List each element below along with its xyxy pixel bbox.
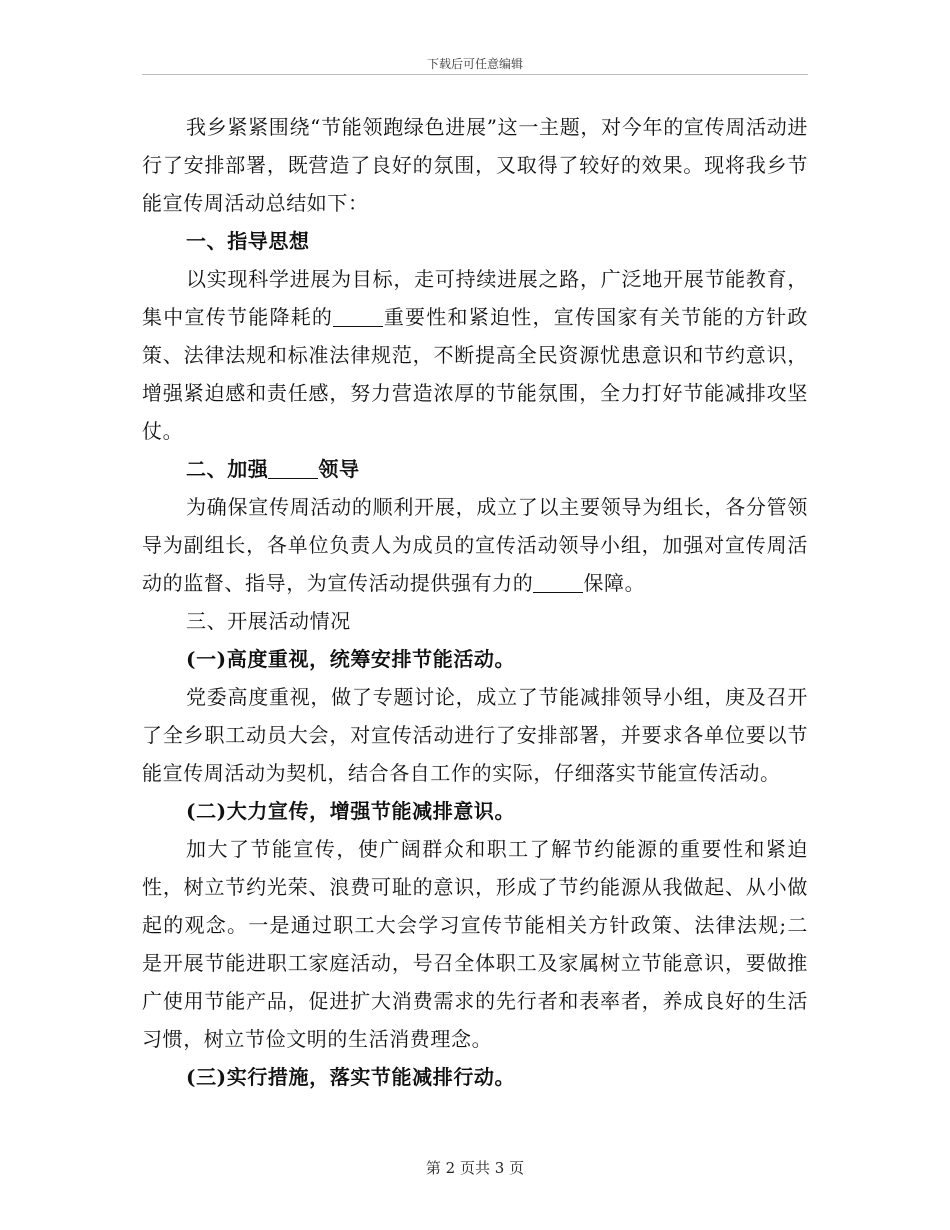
- blank-underline: [333, 306, 383, 327]
- header-divider: [142, 74, 808, 75]
- page-number: 第 2 页共 3 页: [425, 1159, 525, 1177]
- section-heading-2: [142, 450, 808, 488]
- text-segment: 重要性和紧迫性，宣传国家有关节能的方针政策、法律法规和标准法律规范，不断提高全民资源忧患意识和节约意识，增强紧迫感和责任感，努力营造浓厚的节能氛围，全力打好节能减排攻坚仗。: [142, 305, 808, 443]
- text-segment: 为确保宣传周活动的顺利开展，成立了以主要领导为组长，各分管领导为副组长，各单位负责人为成员的宣传活动领导小组，加强对宣传周活动的监督、指导，为宣传活动提供强有力的: [142, 495, 808, 595]
- blank-underline: [533, 572, 583, 593]
- text-segment: 领导: [318, 457, 360, 481]
- committee-paragraph: 党委高度重视，做了专题讨论，成立了节能减排领导小组，庚及召开了全乡职工动员大会，对宣传活动进行了安排部署，并要求各单位要以节能宣传周活动为契机，结合各自工作的实际，仔细落实节能宣传活动。: [142, 685, 808, 785]
- text-segment: 以实现科学进展为目标，走可持续进展之路，广泛地开展节能教育，集中宣传节能降耗的: [142, 267, 808, 329]
- subsection-heading-1: (一)高度重视，统筹安排节能活动。: [186, 647, 516, 671]
- blank-underline: [268, 458, 318, 479]
- subsection-heading-3: (三)实行措施，落实节能减排行动。: [186, 1065, 516, 1089]
- text-segment: 保障。: [583, 571, 646, 595]
- section-heading-3: 三、开展活动情况: [186, 609, 351, 633]
- guiding-thought-paragraph: [142, 260, 808, 450]
- section-heading-1: 一、指导思想: [186, 229, 310, 253]
- text-segment: 二、加强: [186, 457, 269, 481]
- page-header: 下载后可任意编辑: [426, 57, 523, 71]
- document-body: [142, 108, 808, 1096]
- intro-paragraph: 我乡紧紧围绕“节能领跑绿色进展”这一主题，对今年的宣传周活动进行了安排部署，既营造了良好的氛围，又取得了较好的效果。现将我乡节能宣传周活动总结如下：: [142, 115, 808, 215]
- leadership-paragraph: [142, 488, 808, 602]
- subsection-heading-2: (二)大力宣传，增强节能减排意识。: [186, 799, 516, 823]
- publicity-paragraph: 加大了节能宣传，使广阔群众和职工了解节约能源的重要性和紧迫性，树立节约光荣、浪费可耻的意识，形成了节约能源从我做起、从小做起的观念。一是通过职工大会学习宣传节能相关方针政策、法律法规;二是开展节能进职工家庭活动，号召全体职工及家属树立节能意识，要做推广使用节能产品，促进扩大消费需求的先行者和表率者，养成良好的生活习惯，树立节俭文明的生活消费理念。: [142, 837, 808, 1051]
